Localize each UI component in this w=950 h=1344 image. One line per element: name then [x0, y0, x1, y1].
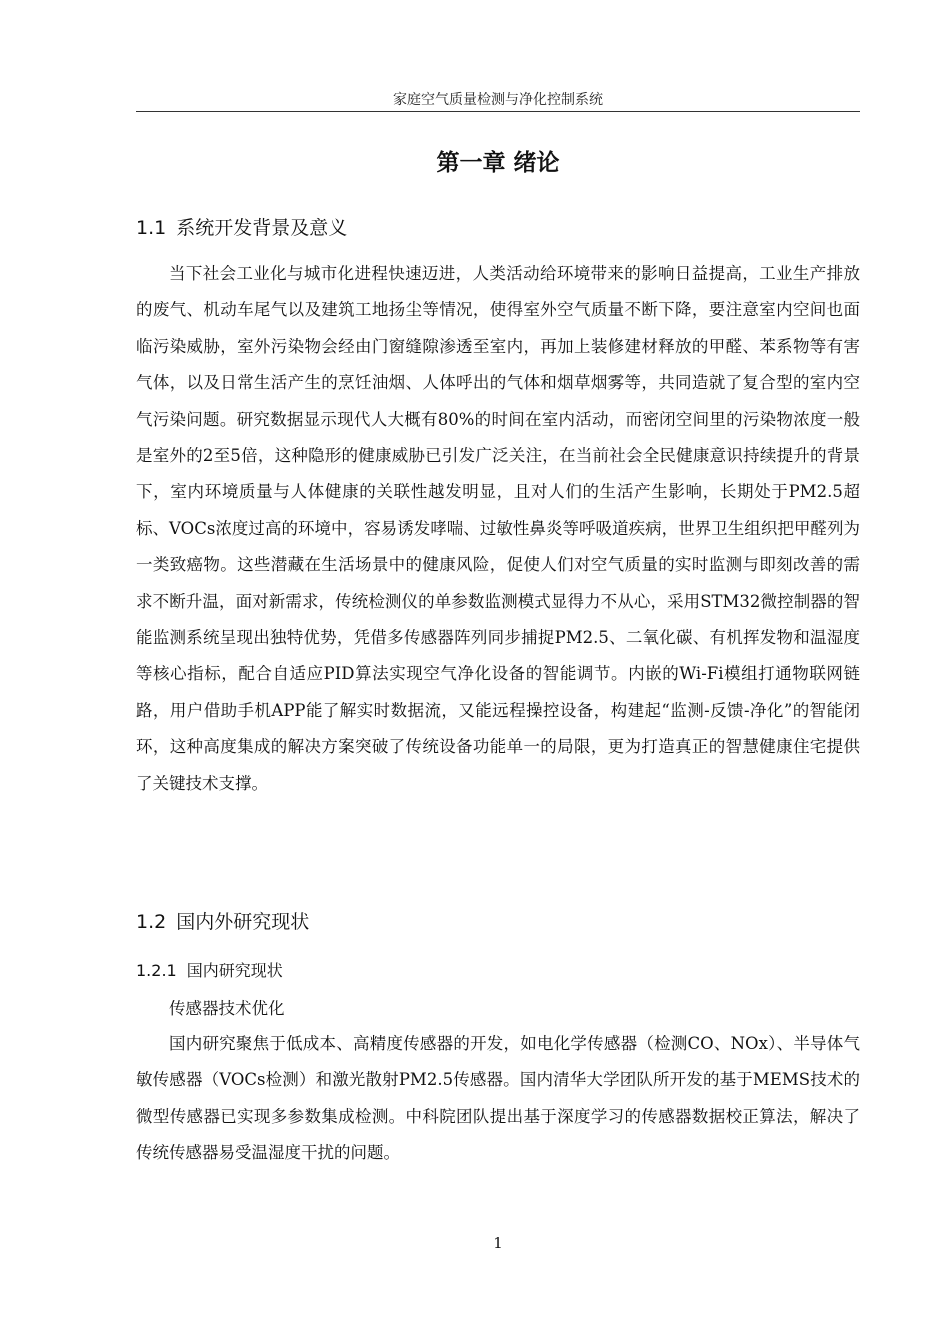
- header-rule: [136, 111, 860, 112]
- subsection-title: 国内研究现状: [186, 961, 283, 980]
- page-number: 1: [493, 1234, 503, 1252]
- body-paragraph-domestic-research: 国内研究聚焦于低成本、高精度传感器的开发，如电化学传感器（检测CO、NOx）、半导体气敏传感器（VOCs检测）和激光散射PM2.5传感器。国内清华大学团队所开发的基于MEMS技术的微型传感器已实现多参数集成检测。中科院团队提出基于深度学习的传感器数据校正算法，解决了传统传感器易受温湿度干扰的问题。: [136, 1034, 860, 1163]
- section-number: 1.1: [136, 217, 167, 239]
- chapter-title: 第一章 绪论: [436, 150, 560, 176]
- section-heading-1-2: [136, 908, 860, 936]
- section-title: 系统开发背景及意义: [176, 217, 348, 239]
- subsection-number: 1.2.1: [136, 961, 177, 980]
- running-header: 家庭空气质量检测与净化控制系统: [393, 92, 603, 108]
- section-title: 国内外研究现状: [176, 911, 310, 933]
- subsection-heading-1-2-1: [136, 958, 860, 984]
- section-number: 1.2: [136, 911, 167, 933]
- body-paragraph-background: 当下社会工业化与城市化进程快速迈进，人类活动给环境带来的影响日益提高，工业生产排放的废气、机动车尾气以及建筑工地扬尘等情况，使得室外空气质量不断下降，要注意室内空间也面临污染威胁，室外污染物会经由门窗缝隙渗透至室内，再加上装修建材释放的甲醛、苯系物等有害气体，以及日常生活产生的烹饪油烟、人体呼出的气体和烟草烟雾等，共同造就了复合型的室内空气污染问题。研究数据显示现代人大概有80%的时间在室内活动，而密闭空间里的污染物浓度一般是室外的2至5倍，这种隐形的健康威胁已引发广泛关注，在当前社会全民健康意识持续提升的背景下，室内环境质量与人体健康的关联性越发明显，且对人们的生活产生影响，长期处于PM2.5超标、VOCs浓度过高的环境中，容易诱发哮喘、过敏性鼻炎等呼吸道疾病，世界卫生组织把甲醛列为一类致癌物。这些潜藏在生活场景中的健康风险，促使人们对空气质量的实时监测与即刻改善的需求不断升温，面对新需求，传统检测仪的单参数监测模式显得力不从心，采用STM32微控制器的智能监测系统呈现出独特优势，凭借多传感器阵列同步捕捉PM2.5、二氧化碳、有机挥发物和温湿度等核心指标，配合自适应PID算法实现空气净化设备的智能调节。内嵌的Wi-Fi模组打通物联网链路，用户借助手机APP能了解实时数据流，又能远程操控设备，构建起“监测-反馈-净化”的智能闭环，这种高度集成的解决方案突破了传统设备功能单一的局限，更为打造真正的智慧健康住宅提供了关键技术支撑。: [136, 264, 860, 793]
- topic-line: 传感器技术优化: [169, 999, 285, 1018]
- section-heading-1-1: [136, 214, 860, 242]
